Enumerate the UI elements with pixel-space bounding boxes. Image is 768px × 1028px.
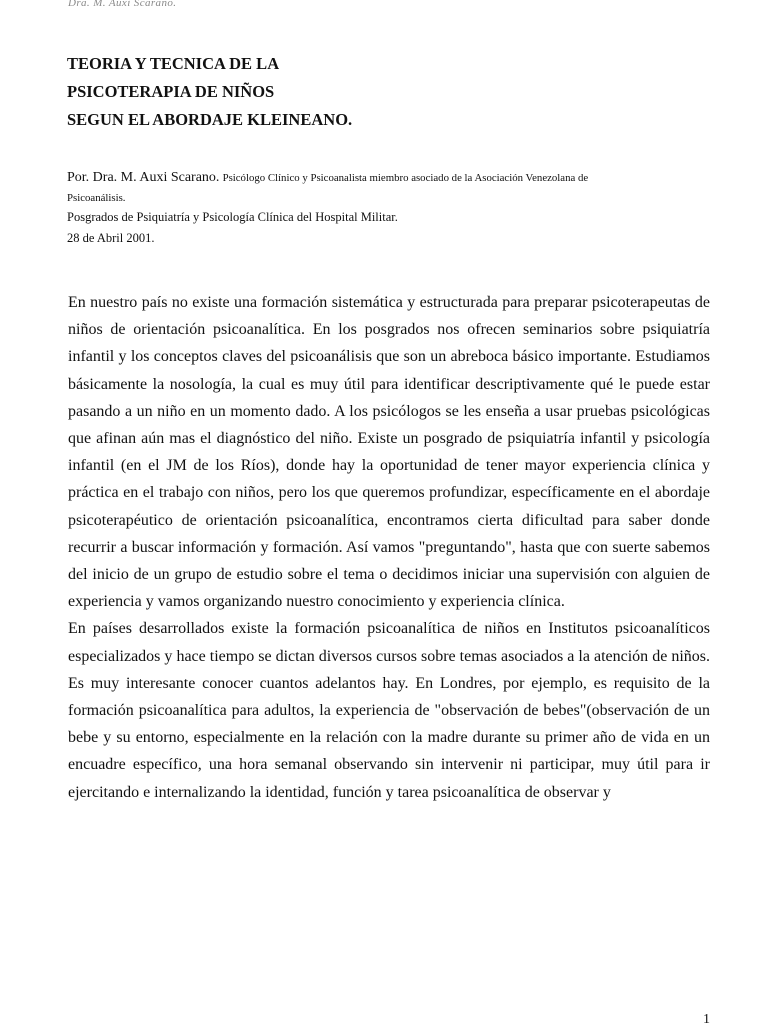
title-line-2: PSICOTERAPIA DE NIÑOS — [67, 82, 275, 101]
running-header: Dra. M. Auxi Scarano. — [68, 0, 177, 9]
body-text — [68, 289, 710, 806]
byline — [67, 167, 717, 249]
title-line-3: SEGUN EL ABORDAJE KLEINEANO. — [67, 110, 353, 129]
author-postgraduate: Posgrados de Psiquiatría y Psicología Clínica del Hospital Militar. — [67, 210, 398, 224]
paragraph-2: En países desarrollados existe la formación psicoanalítica de niños en Institutos psicoanalíticos especializados y hace tiempo se dictan diversos cursos sobre temas asociados a la atención de niños. Es muy interesante conocer cuantos adelantos hay. En Londres, por ejemplo, es requisito de la formación psicoanalítica para adultos, la experiencia de "observación de bebes"(observación de un bebe y su entorno, especialmente en la relación con la madre durante su primer año de vida en un encuadre específico, una hora semanal observando sin intervenir ni participar, muy útil para ir ejercitando e internalizando la identidad, función y tarea psicoanalítica de observar y — [68, 620, 710, 801]
author-affiliation: Psicólogo Clínico y Psicoanalista miembro asociado de la Asociación Venezolana de — [222, 172, 589, 184]
paragraph-1: En nuestro país no existe una formación sistemática y estructurada para preparar psicoterapeutas de niños de orientación psicoanalítica. En los posgrados nos ofrecen seminarios sobre psiquiatría infantil y los conceptos claves del psicoanálisis que son un abreboca básico importante. Estudiamos básicamente la nosología, la cual es muy útil para identificar descriptivamente qué le puede estar pasando a un niño en un momento dado. A los psicólogos se les enseña a usar pruebas psicológicas que afinan aún mas el diagnóstico del niño. Existe un posgrado de psiquiatría infantil y psicología infantil (en el JM de los Ríos), donde hay la oportunidad de tener mayor experiencia clínica y práctica en el trabajo con niños, pero los que queremos profundizar, específicamente en el abordaje psicoterapéutico de orientación psicoanalítica, encontramos cierta dificultad para saber donde recurrir a buscar información y formación. Así vamos "preguntando", hasta que con suerte sabemos del inicio de un grupo de estudio sobre el tema o decidimos iniciar una supervisión con alguien de experiencia y vamos organizando nuestro conocimiento y experiencia clínica. — [68, 294, 710, 611]
title-line-1: TEORIA Y TECNICA DE LA — [67, 54, 280, 73]
page-number: 1 — [703, 1012, 710, 1027]
author-name: Por. Dra. M. Auxi Scarano. — [67, 170, 220, 185]
document-date: 28 de Abril 2001. — [67, 231, 155, 245]
byline-first-line — [67, 167, 717, 189]
author-affiliation-continued: Psicoanálisis. — [67, 192, 126, 204]
document-title — [67, 50, 352, 134]
